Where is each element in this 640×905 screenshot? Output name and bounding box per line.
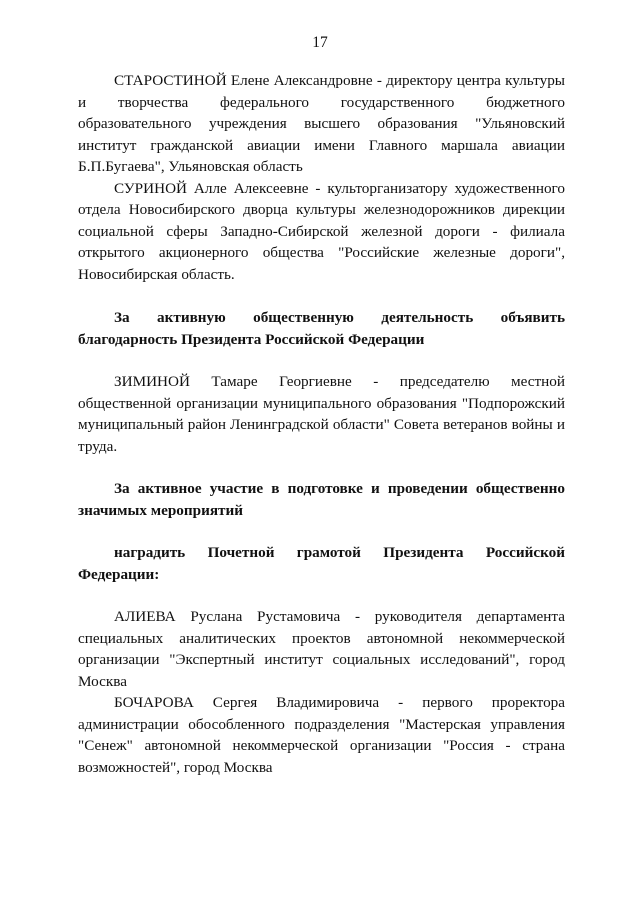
award-entry-bocharov: БОЧАРОВА Сергея Владимировича - первого проректора администрации обособленного подразделения "Мастерская управления "Сенеж" автономной некоммерческой организации "Россия - страна возможностей", город Москва [78, 694, 565, 776]
section-heading-diploma: наградить Почетной грамотой Президента Российской Федерации: [78, 544, 565, 583]
award-entry-aliev: АЛИЕВА Руслана Рустамовича - руководителя департамента специальных аналитических проектов автономной некоммерческой организации "Экспертный институт социальных исследований", город Москва [78, 608, 565, 690]
section-heading-participation: За активное участие в подготовке и проведении общественно значимых мероприятий [78, 480, 565, 519]
award-entry-zimina: ЗИМИНОЙ Тамаре Георгиевне - председателю местной общественной организации муниципального образования "Подпорожский муниципальный район Ленинградской области" Совета ветеранов войны и труда. [78, 373, 565, 455]
section-heading-gratitude: За активную общественную деятельность объявить благодарность Президента Российской Федерации [78, 309, 565, 348]
award-entry-surina: СУРИНОЙ Алле Алексеевне - культорганизатору художественного отдела Новосибирского дворца культуры железнодорожников дирекции социальной сферы Западно-Сибирской железной дороги - филиала открытого акционерного общества "Российские железные дороги", Новосибирская область. [78, 179, 565, 283]
award-entry-starostina: СТАРОСТИНОЙ Елене Александровне - директору центра культуры и творчества федерального государственного бюджетного образовательного учреждения высшего образования "Ульяновский институт гражданской авиации имени Главного маршала авиации Б.П.Бугаева", Ульяновская область [78, 72, 565, 175]
page-number: 17 [312, 34, 328, 51]
document-body [78, 70, 565, 778]
